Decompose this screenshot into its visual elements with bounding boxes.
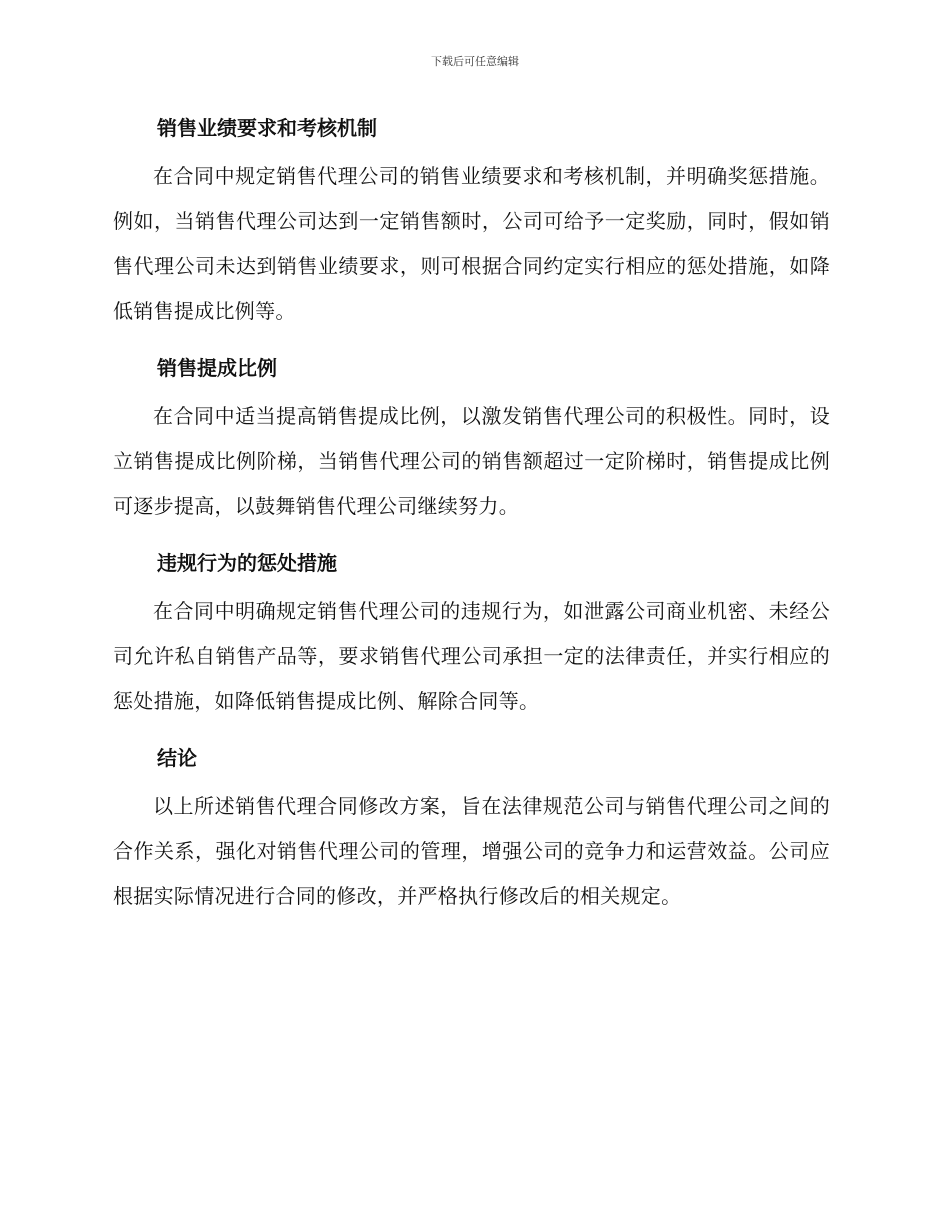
section-conclusion [113, 740, 830, 919]
section-commission-ratio [113, 350, 830, 529]
section-heading: 销售业绩要求和考核机制 [157, 116, 377, 140]
document-content [113, 110, 830, 919]
section-paragraph: 在合同中适当提高销售提成比例，以激发销售代理公司的积极性。同时，设立销售提成比例阶梯，当销售代理公司的销售额超过一定阶梯时，销售提成比例可逐步提高，以鼓舞销售代理公司继续努力。 [113, 404, 830, 518]
section-violation-penalties [113, 545, 830, 724]
section-paragraph: 在合同中明确规定销售代理公司的违规行为，如泄露公司商业机密、未经公司允许私自销售产品等，要求销售代理公司承担一定的法律责任，并实行相应的惩处措施，如降低销售提成比例、解除合同等。 [113, 599, 830, 713]
section-heading: 结论 [157, 746, 197, 770]
section-performance-requirements [113, 110, 830, 334]
page-header-note: 下载后可任意编辑 [431, 55, 519, 68]
section-paragraph: 在合同中规定销售代理公司的销售业绩要求和考核机制，并明确奖惩措施。例如，当销售代理公司达到一定销售额时，公司可给予一定奖励，同时，假如销售代理公司未达到销售业绩要求，则可根据合同约定实行相应的惩处措施，如降低销售提成比例等。 [113, 164, 830, 323]
section-paragraph: 以上所述销售代理合同修改方案，旨在法律规范公司与销售代理公司之间的合作关系，强化对销售代理公司的管理，增强公司的竞争力和运营效益。公司应根据实际情况进行合同的修改，并严格执行修改后的相关规定。 [113, 794, 830, 908]
section-heading: 销售提成比例 [157, 356, 277, 380]
section-heading: 违规行为的惩处措施 [157, 551, 337, 575]
